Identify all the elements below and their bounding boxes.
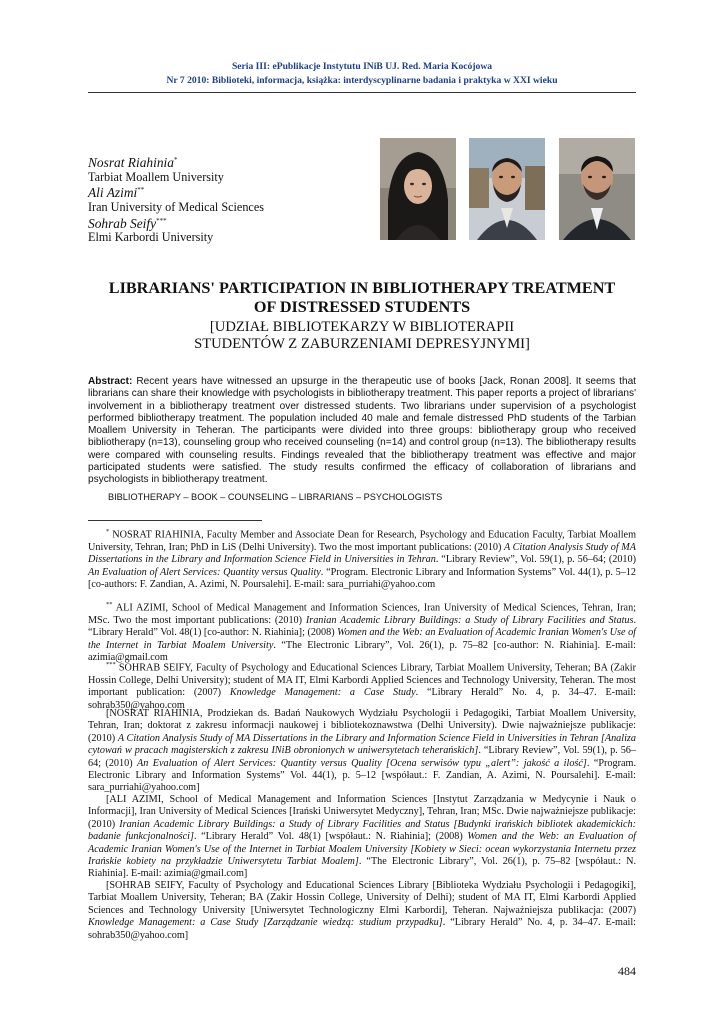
footnote-seify (88, 659, 636, 712)
author-photo-seify (559, 138, 635, 240)
footnote-text: SOHRAB SEIFY, Faculty of Psychology and Educational Sciences Library, Tarbiat Moallem University, Teheran; BA (Zakir Hossin College, Delhi University); student of MA IT, Elmi Karbordi Applied Sciences and Technology University, Teheran. The most important publication: (2007) (88, 662, 636, 699)
author-photo-riahinia (380, 138, 456, 240)
footnote-azimi (88, 599, 636, 664)
footnote-mark: *** (106, 661, 116, 668)
paper-title-line-1: LIBRARIANS' PARTICIPATION IN BIBLIOTHERAPY TREATMENT (108, 279, 616, 297)
author-affiliation: Tarbiat Moallem University (88, 169, 224, 184)
footnote-title: An Evaluation of Alert Services: Quantity versus Quality [Ocena serwisów typu „alert”: jakość a ilość] (137, 757, 587, 769)
footnote-title: Knowledge Management: a Case Study [Zarządzanie wiedzą: studium przypadku] (88, 917, 443, 929)
bearded-man-portrait (469, 138, 545, 240)
author-photo-azimi (469, 138, 545, 240)
footnote-text: . “Library Herald” No. 4, p. 34–47. E-mail: sohrab350@yahoo.com] (88, 917, 636, 941)
footnote-text: [ALI AZIMI, School of Medical Management and Information Sciences [Instytut Zarządzania w Medycynie i Nauk o Informacji], Iran University of Medical Sciences [Irański Uniwersytet Medyczny], Tehran, Iran; MSc. Dwie najważniejsze publikacje: (2010) (88, 794, 636, 830)
series-header (88, 60, 636, 87)
footnote-riahinia (88, 526, 636, 591)
footnote-divider (88, 520, 262, 521)
footnote-text: . “Program. Electronic Library and Information Systems” Vol. 44(1), p. 5–12 [współaut.: F. Zandian, A. Azimi, N. Poursalehi]. E-mail: sara_purriahi@yahoo.com] (88, 757, 636, 794)
author-footnote-mark: *** (156, 216, 167, 225)
footnote-text: . “Library Herald” Vol. 48(1) [współaut.: N. Riahinia]; (2008) (193, 831, 468, 843)
page-number: 484 (618, 964, 636, 978)
paper-subtitle-line-1: [UDZIAŁ BIBLIOTEKARZY W BIBLIOTERAPII (209, 319, 515, 335)
footnote-text: . “The Electronic Library”, Vol. 26(1), p. 75–82 [współaut.: N. Riahinia]. E-mail: azimia@gmail.com] (88, 856, 636, 880)
footnote-text: [NOSRAT RIAHINIA, Prodziekan ds. Badań Naukowych Wydziału Psychologii i Pedagogiki, Tarbiat Moallem University, Tehran, Iran; doktorat z zakresu informacji naukowej i bibliotekoznawstwa (Delhi University). Dwie najważniejsze publikacje: (2010) (88, 708, 636, 744)
footnote-riahinia-pl (88, 708, 636, 795)
author-affiliation: Iran University of Medical Sciences (88, 199, 264, 214)
footnote-seify-pl (88, 880, 636, 942)
series-header-line-1: Seria III: ePublikacje Instytutu INiB UJ. Red. Maria Kocójowa (231, 61, 493, 72)
footnote-text: NOSRAT RIAHINIA, Faculty Member and Associate Dean for Research, Psychology and Education Faculty, Tarbiat Moallem University, Tehran, Iran; PhD in LiS (Delhi University). Two the most important publications: (2010) (88, 529, 636, 553)
footnote-title: Iranian Academic Library Buildings: a Study of Library Facilities and Status [Budynki irańskich bibliotek akademickich: badanie funkcjonalności] (88, 818, 636, 843)
abstract-text: Recent years have witnessed an upsurge in the therapeutic use of books [Jack, Ronan 2008]. It seems that librarians can share their knowledge with psychologists in bibliotherapy treatment. This paper reports a project of librarians' involvement in a bibliotherapy treatment over distressed students. Two librarians under supervision of a psychologist performed bibliotherapy treatment. The population included 40 male and female distressed PhD students of the Tarbian Moallem University in Teheran. The participants were divided into three groups: bibliotherapy group who received bibliotherapy (n=13), counseling group who received counseling (n=14) and control group (n=13). The bibliotherapy results were compared with counseling results. Findings revealed that the bibliotherapy treatment was effective and major participated students were satisfied. The study results confirmed the efficacy of collaboration of librarians and psychologists in bibliotherapy treatment. (88, 376, 636, 486)
keywords: BIBLIOTHERAPY – BOOK – COUNSELING – LIBRARIANS – PSYCHOLOGISTS (108, 492, 443, 502)
author-footnote-mark: * (173, 156, 178, 164)
footnote-azimi-pl (88, 794, 636, 881)
abstract-label: Abstract: (88, 376, 133, 387)
paper-title-line-2: OF DISTRESSED STUDENTS (253, 298, 471, 316)
footnote-mark: * (106, 528, 110, 535)
footnote-title: Women and the Web: an Evaluation of Academic Iranian Women's Use of the Internet in Tarbiat Moalem University (88, 627, 637, 651)
footnote-text: . “Library Herald” No. 4, p. 34–47. E-mail: sohrab350@yahoo.com (88, 687, 637, 711)
footnote-text: . “Library Review”, Vol. 59(1), p. 56–64; (2010) (435, 554, 636, 566)
footnote-text: . “The Electronic Library”, Vol. 26(1), p. 75–82 [co-author: N. Riahinia]. E-mail: azimia@gmail.com (88, 639, 637, 664)
footnote-title: Women and the Web: an Evaluation of Academic Iranian Women's Use of the Internet in Tarbiat Moalem University [Kobiety w Sieci: ocean wykorzystania Internetu przez Irańskie kobiety na przykładzie Uniwersytetu Tarbiat Moalem] (88, 831, 636, 868)
footnote-text: . “Program. Electronic Library and Information Systems” Vol. 44(1), p. 5–12 [co-authors: F. Zandian, A. Azimi, N. Poursalehi]. E-mail: sara_purriahi@yahoo.com (88, 566, 636, 591)
man-in-suit-portrait (559, 138, 635, 240)
author-name: Sohrab Seify (88, 215, 157, 231)
paper-title (88, 279, 636, 317)
author-affiliation: Elmi Karbordi University (88, 230, 214, 245)
author-name: Nosrat Riahinia (88, 155, 174, 171)
author-list (88, 154, 388, 245)
author-footnote-mark: ** (137, 186, 145, 195)
footnote-title: A Citation Analysis Study of MA Dissertations in the Library and Information Science Field in Universities in Tehran (88, 541, 636, 566)
paper-subtitle-line-2: STUDENTÓW Z ZABURZENIAMI DEPRESYJNYMI] (194, 336, 530, 352)
abstract (88, 376, 636, 487)
author-name: Ali Azimi (88, 185, 138, 201)
footnote-title: An Evaluation of Alert Services: Quantity versus Quality (88, 566, 321, 578)
footnote-title: Knowledge Management: a Case Study (229, 687, 416, 699)
footnote-title: Iranian Academic Library Buildings: a Study of Library Facilities and Status (305, 614, 634, 626)
footnote-mark: ** (106, 601, 113, 608)
footnote-text: ALI AZIMI, School of Medical Management and Information Sciences, Iran University of Medical Sciences, Tehran, Iran; MSc. Two the most important publications: (2010) (88, 602, 636, 626)
woman-in-hijab-portrait (380, 138, 456, 240)
paper-subtitle (88, 319, 636, 353)
footnote-title: A Citation Analysis Study of MA Dissertations in the Library and Information Science Field in Universities in Tehran [Analiza cytowań w pracach magisterskich z zakresu INiB obronionych w uniwersytetach teherańskich] (88, 732, 636, 757)
header-divider (88, 92, 636, 93)
footnote-text: . “Library Review”, Vol. 59(1), p. 56–64; (2010) (88, 745, 636, 769)
series-header-line-2: Nr 7 2010: Biblioteki, informacja, książka: interdyscyplinarne badania i praktyka w XXI wieku (166, 74, 558, 86)
footnote-text: [SOHRAB SEIFY, Faculty of Psychology and Educational Sciences Library [Biblioteka Wydziału Psychologii i Pedagogiki], Tarbiat Moallem University, Teheran; BA (Zakir Hossin College, University of Delhi); student of MA IT, Elmi Karbordi Applied Sciences and Technology University [Uniwersytet Technologiczny Elmi Karbordi], Teheran. Najważniejsza publikacja: (2007) (88, 880, 636, 916)
footnote-text: . “Library Herald” Vol. 48(1) [co-author: N. Riahinia]; (2008) (88, 614, 637, 639)
